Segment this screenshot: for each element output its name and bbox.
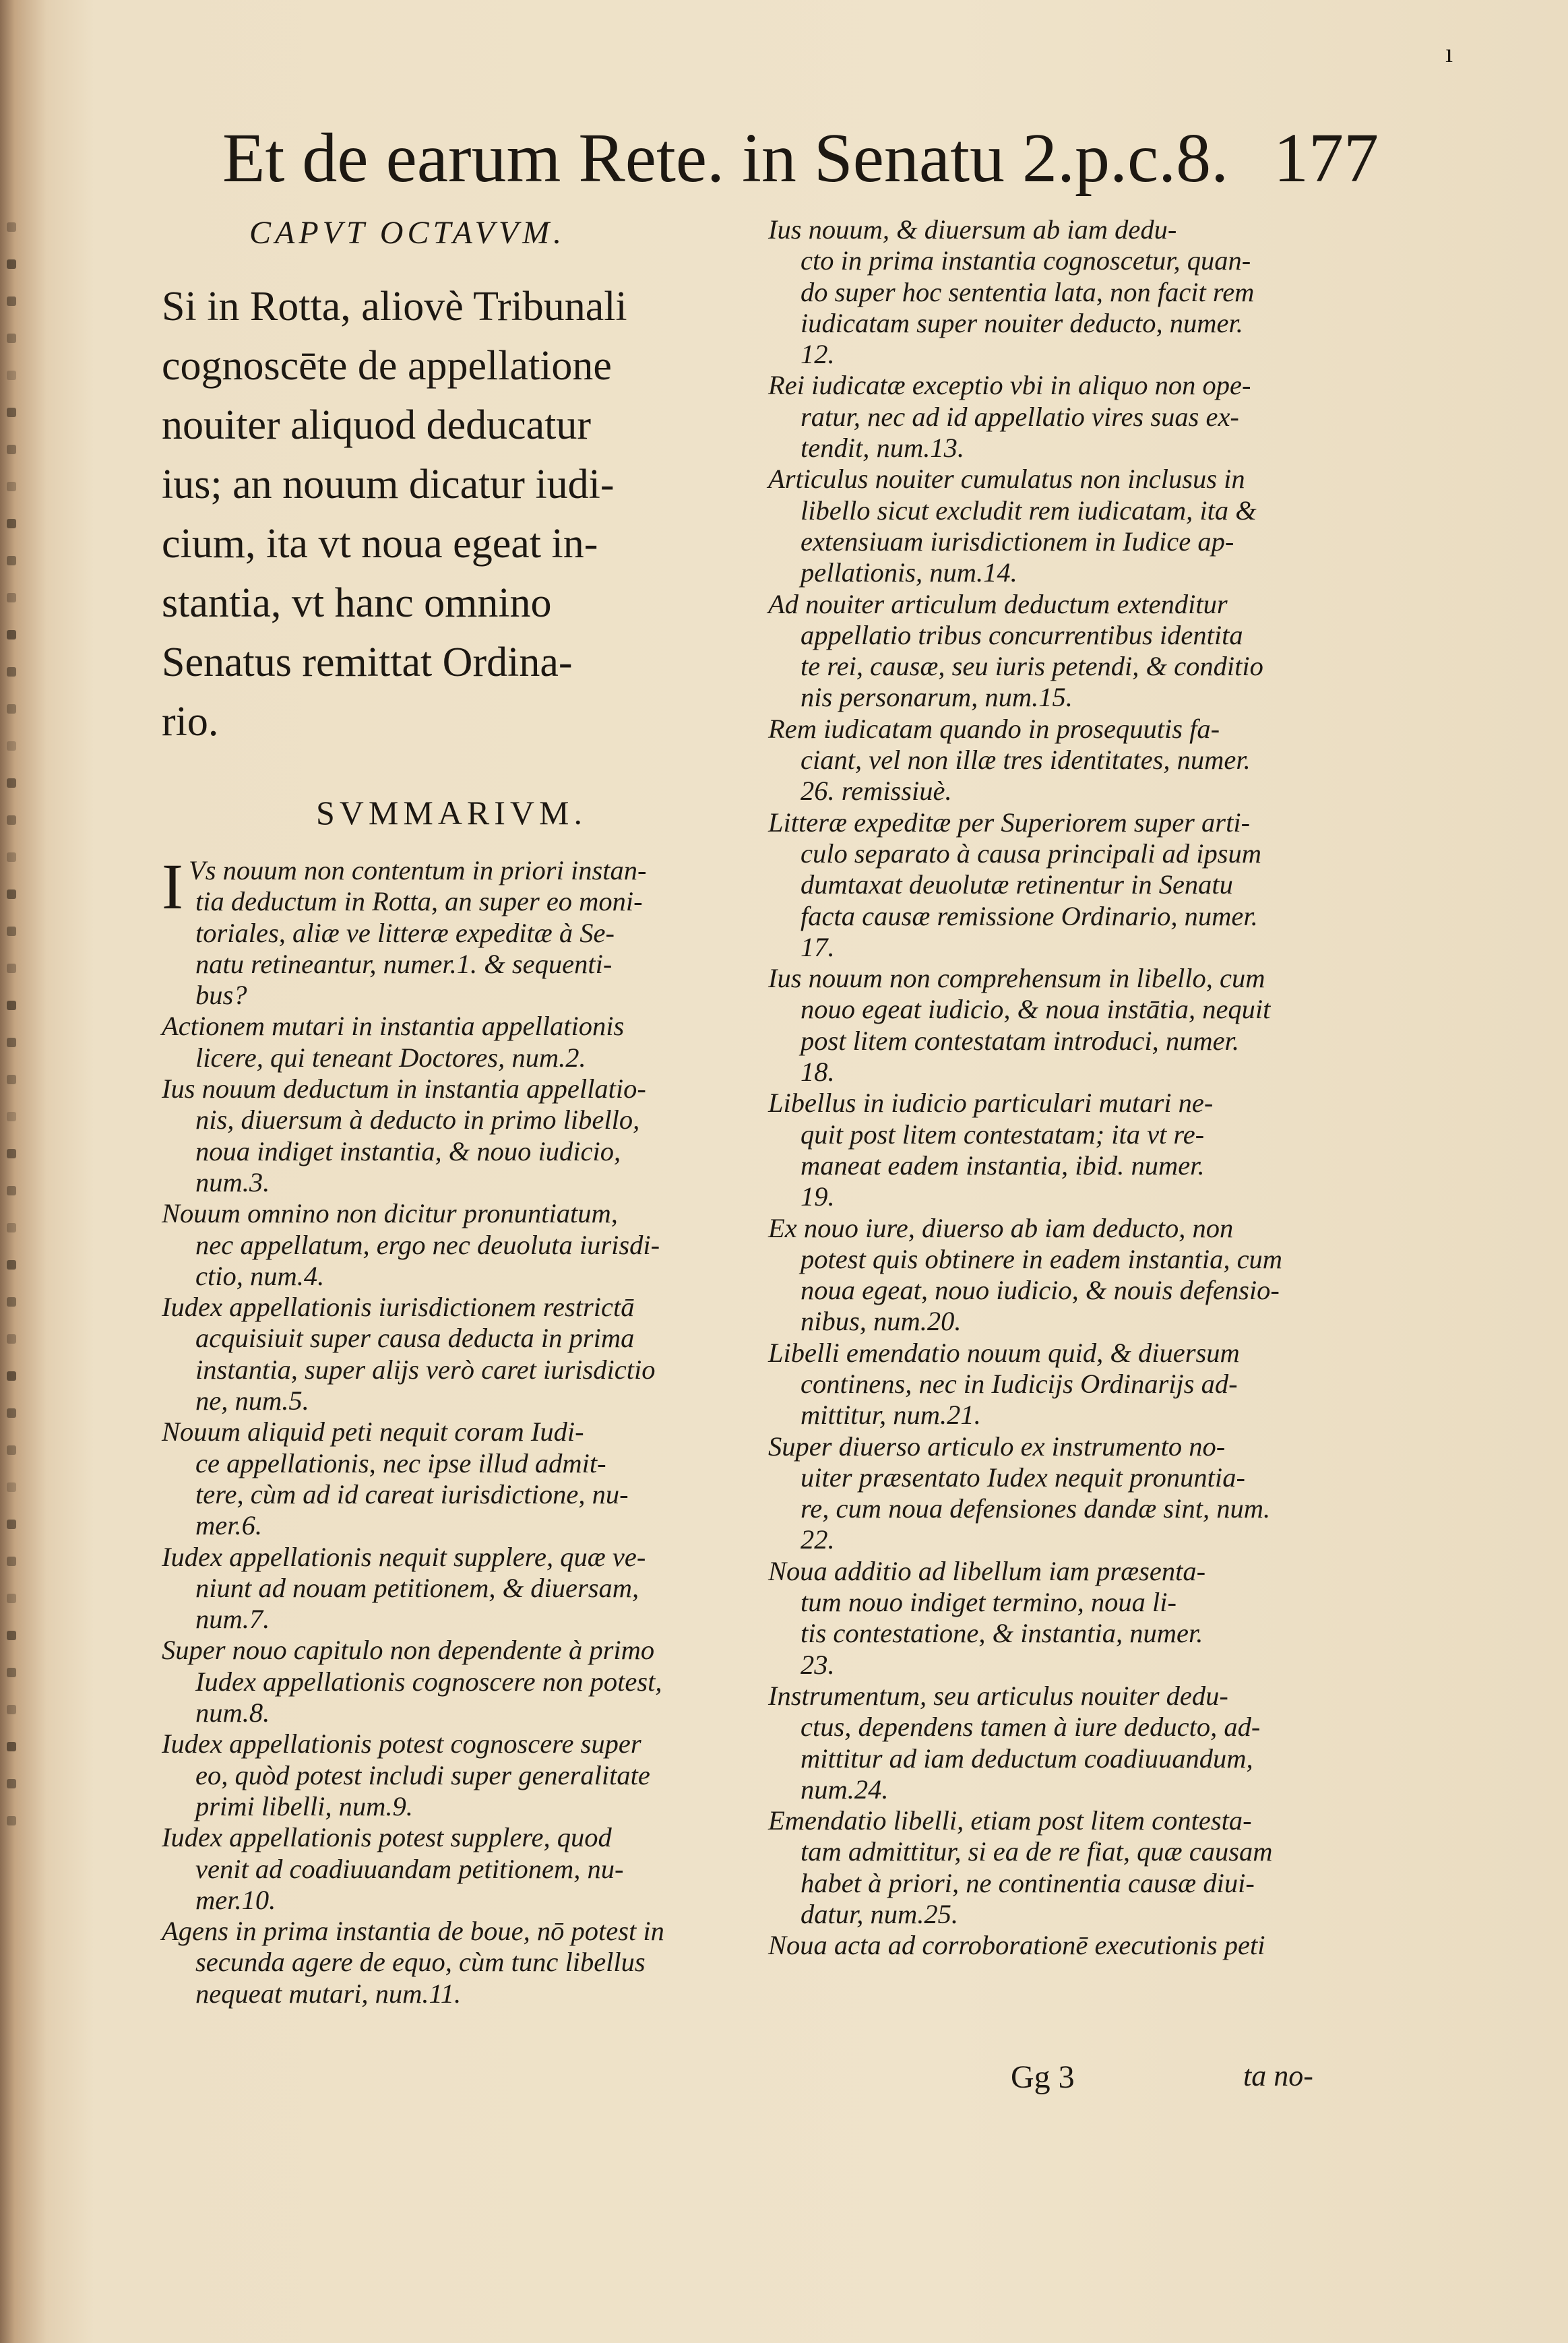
entry-line: nis, diuersum à deducto in primo libello, — [195, 1104, 640, 1135]
chapter-heading: CAPVT OCTAVVM. — [249, 215, 566, 251]
gutter-mark — [7, 889, 16, 899]
entry-line: ctio, num.4. — [195, 1260, 325, 1291]
entry-line: Instrumentum, seu articulus nouiter dedu- — [768, 1680, 1228, 1711]
drop-cap: I — [162, 850, 183, 923]
summary-entry — [768, 963, 1354, 1088]
entry-line: 17. — [801, 931, 835, 962]
entry-line: Rem iudicatam quando in prosequutis fa- — [768, 713, 1220, 744]
entry-line: uiter præsentato Iudex nequit pronuntia- — [801, 1462, 1245, 1493]
gutter-mark — [7, 519, 16, 528]
gutter-mark — [7, 222, 16, 232]
gutter-mark — [7, 556, 16, 565]
entry-line: potest quis obtinere in eadem instantia, cum — [801, 1243, 1283, 1274]
gutter-mark — [7, 1075, 16, 1084]
entry-line: maneat eadem instantia, ibid. numer. — [801, 1150, 1205, 1181]
gutter-mark — [7, 1334, 16, 1344]
gutter-mark — [7, 1705, 16, 1714]
entry-line: nouo egeat iudicio, & noua instātia, nequit — [801, 994, 1271, 1025]
chapter-title-line: Si in Rotta, aliovè Tribunali — [162, 284, 627, 330]
gutter-mark — [7, 408, 16, 417]
entry-line: tam admittitur, si ea de re fiat, quæ causam — [801, 1836, 1273, 1867]
gutter-mark — [7, 1557, 16, 1566]
summary-entry — [768, 214, 1354, 370]
entry-line: noua indiget instantia, & nouo iudicio, — [195, 1135, 621, 1166]
gutter-mark — [7, 964, 16, 973]
entry-line: habet à priori, ne continentia causæ diui- — [801, 1867, 1255, 1898]
page-number: 177 — [1274, 119, 1379, 197]
chapter-title-line: Senatus remittat Ordina- — [162, 639, 573, 685]
entry-line: quit post litem contestatam; ita vt re- — [801, 1119, 1205, 1150]
chapter-title-line: nouiter aliquod deducatur — [162, 402, 592, 448]
chapter-title-line: cognoscēte de appellatione — [162, 343, 612, 389]
entry-line: bus? — [195, 980, 247, 1011]
summary-entry — [768, 1088, 1354, 1212]
entry-line: Super nouo capitulo non dependente à primo — [162, 1635, 655, 1666]
entry-line: pellationis, num.14. — [801, 557, 1017, 588]
summary-entry — [768, 1556, 1354, 1681]
entry-line: Nouum aliquid peti nequit coram Iudi- — [162, 1416, 584, 1447]
gutter-mark — [7, 927, 16, 936]
chapter-title-line: rio. — [162, 699, 219, 745]
gutter-mark — [7, 593, 16, 602]
summary-entry — [768, 1213, 1354, 1338]
gutter-mark — [7, 1112, 16, 1121]
entry-line: ctus, dependens tamen à iure deducto, ad- — [801, 1712, 1261, 1743]
gutter-mark — [7, 852, 16, 862]
entry-line: mer.10. — [195, 1884, 276, 1915]
entry-line: natu retineantur, numer.1. & sequenti- — [195, 948, 613, 979]
left-column — [162, 214, 734, 2009]
entry-line: mittitur ad iam deductum coadiuuandum, — [801, 1743, 1253, 1774]
entry-line: Actionem mutari in instantia appellationis — [162, 1011, 625, 1042]
entry-line: dumtaxat deuolutæ retinentur in Senatu — [801, 869, 1233, 900]
entry-line: tere, cùm ad id careat iurisdictione, nu- — [195, 1478, 629, 1509]
chapter-title-line: ius; an nouum dicatur iudi- — [162, 462, 615, 507]
entry-line: Super diuerso articulo ex instrumento no- — [768, 1431, 1226, 1462]
entry-line: niunt ad nouam petitionem, & diuersam, — [195, 1572, 639, 1603]
entry-line: extensiuam iurisdictionem in Iudice ap- — [801, 526, 1234, 557]
entry-line: do super hoc sententia lata, non facit rem — [801, 276, 1255, 307]
edge-mark: ı — [1445, 38, 1453, 68]
entry-line: Iudex appellationis cognoscere non potest, — [195, 1666, 662, 1697]
gutter-mark — [7, 667, 16, 677]
gutter-mark — [7, 815, 16, 825]
chapter-title-line: cium, ita vt noua egeat in- — [162, 521, 598, 567]
summary-entry — [768, 1431, 1354, 1556]
summary-entry — [768, 1930, 1354, 1961]
gutter-mark — [7, 334, 16, 343]
entry-line: ne, num.5. — [195, 1385, 309, 1416]
gutter-mark — [7, 482, 16, 491]
gutter-mark — [7, 1520, 16, 1529]
entry-line: Noua additio ad libellum iam præsenta- — [768, 1555, 1206, 1586]
gutter-mark — [7, 1371, 16, 1381]
entry-line: num.24. — [801, 1774, 889, 1805]
summary-entry — [162, 1198, 734, 1292]
gutter-mark — [7, 1408, 16, 1418]
summary-entry — [768, 1805, 1354, 1930]
entry-line: nequeat mutari, num.11. — [195, 1978, 462, 2009]
gutter-mark — [7, 1038, 16, 1047]
entry-line: acquisiuit super causa deducta in prima — [195, 1323, 635, 1354]
entry-line: 18. — [801, 1057, 835, 1088]
entry-line: tum nouo indiget termino, noua li- — [801, 1587, 1177, 1618]
entry-line: nis personarum, num.15. — [801, 682, 1073, 713]
catchword: ta no- — [1243, 2059, 1313, 2092]
summary-entry — [162, 1728, 734, 1822]
entry-line: ce appellationis, nec ipse illud admit- — [195, 1447, 606, 1478]
entry-line: ciant, vel non illæ tres identitates, numer. — [801, 745, 1251, 776]
entry-line: toriales, aliæ ve litteræ expeditæ à Se- — [195, 917, 615, 948]
summary-entry — [162, 1542, 734, 1635]
entry-line: Libellus in iudicio particulari mutari ne- — [768, 1088, 1214, 1119]
entry-line: Ius nouum non comprehensum in libello, cum — [768, 963, 1265, 994]
entry-line: noua egeat, nouo iudicio, & nouis defensio- — [801, 1275, 1280, 1306]
entry-line: Iudex appellationis potest supplere, quod — [162, 1822, 612, 1853]
summary-entry — [162, 1635, 734, 1728]
chapter-title — [162, 277, 734, 751]
gutter-mark — [7, 1482, 16, 1492]
entry-line: instantia, super alijs verò caret iurisdictio — [195, 1354, 656, 1385]
entry-line: appellatio tribus concurrentibus identita — [801, 619, 1243, 650]
entry-line: secunda agere de equo, cùm tunc libellus — [195, 1947, 646, 1978]
running-head: Et de earum Rete. in Senatu 2.p.c.8. — [222, 119, 1229, 197]
summary-entry — [768, 807, 1354, 963]
entry-line: eo, quòd potest includi super generalitate — [195, 1759, 650, 1790]
entry-line: cto in prima instantia cognoscetur, quan- — [801, 245, 1251, 276]
signature-mark: Gg 3 — [1011, 2059, 1075, 2095]
entry-line: Nouum omnino non dicitur pronuntiatum, — [162, 1198, 618, 1229]
entry-line: mittitur, num.21. — [801, 1400, 981, 1431]
entry-line: re, cum noua defensiones dandæ sint, num. — [801, 1493, 1271, 1524]
entry-line: continens, nec in Iudicijs Ordinarijs ad- — [801, 1368, 1238, 1399]
page-header — [222, 118, 1379, 212]
entry-line: tia deductum in Rotta, an super eo moni- — [195, 886, 643, 917]
summary-entry — [162, 1916, 734, 2009]
gutter-mark — [7, 1297, 16, 1307]
entry-line: 19. — [801, 1181, 835, 1212]
entry-line: Iudex appellationis nequit supplere, quæ ve- — [162, 1541, 646, 1572]
entry-line: Rei iudicatæ exceptio vbi in aliquo non ope- — [768, 370, 1251, 401]
gutter-mark — [7, 1816, 16, 1825]
entry-line: nec appellatum, ergo nec deuoluta iurisdi- — [195, 1229, 660, 1260]
summary-entry — [768, 1338, 1354, 1431]
entry-line: Agens in prima instantia de boue, nō potest in — [162, 1916, 664, 1947]
entry-line: facta causæ remissione Ordinario, numer. — [801, 900, 1258, 931]
entry-line: Noua acta ad corroborationē executionis peti — [768, 1930, 1265, 1961]
entry-line: Libelli emendatio nouum quid, & diuersum — [768, 1337, 1240, 1368]
summary-entry — [162, 850, 734, 1011]
entry-line: 12. — [801, 339, 835, 370]
entry-line: 26. remissiuè. — [801, 776, 952, 807]
gutter-mark — [7, 1223, 16, 1232]
entry-line: primi libelli, num.9. — [195, 1790, 413, 1821]
entry-line: Ius nouum deductum in instantia appellatio- — [162, 1073, 646, 1104]
entry-line: Ius nouum, & diuersum ab iam dedu- — [768, 214, 1177, 245]
entry-line: Ex nouo iure, diuerso ab iam deducto, non — [768, 1212, 1234, 1243]
entry-line: post litem contestatam introduci, numer. — [801, 1025, 1239, 1056]
entry-line: ratur, nec ad id appellatio vires suas ex- — [801, 401, 1239, 432]
gutter-mark — [7, 259, 16, 269]
entry-line: nibus, num.20. — [801, 1306, 962, 1337]
gutter-mark — [7, 371, 16, 380]
entry-line: datur, num.25. — [801, 1899, 959, 1930]
entry-line: 23. — [801, 1649, 835, 1680]
summary-entry — [768, 714, 1354, 807]
entry-line: mer.6. — [195, 1510, 262, 1541]
entry-line: 22. — [801, 1524, 835, 1555]
summary-entry — [768, 464, 1354, 588]
gutter-mark — [7, 778, 16, 788]
entry-line: Emendatio libelli, etiam post litem contesta- — [768, 1805, 1252, 1836]
gutter-mark — [7, 1445, 16, 1455]
gutter-mark — [7, 741, 16, 751]
summary-entry — [162, 1822, 734, 1916]
entry-line: licere, qui teneant Doctores, num.2. — [195, 1042, 586, 1073]
entry-line: Litteræ expeditæ per Superiorem super arti- — [768, 807, 1251, 838]
gutter-mark — [7, 704, 16, 714]
summary-entries-right — [768, 214, 1354, 1962]
entry-line: Ad nouiter articulum deductum extenditur — [768, 588, 1228, 619]
gutter-mark — [7, 1186, 16, 1195]
gutter-mark — [7, 445, 16, 454]
summary-entry — [162, 1073, 734, 1198]
entry-line: num.7. — [195, 1604, 270, 1635]
entry-line: num.3. — [195, 1166, 270, 1197]
summary-entry — [162, 1416, 734, 1541]
entry-line: num.8. — [195, 1697, 270, 1728]
entry-line: culo separato à causa principali ad ipsum — [801, 838, 1261, 869]
entry-line: Iudex appellationis iurisdictionem restrictā — [162, 1292, 635, 1323]
summary-entries-left — [162, 850, 734, 2009]
summary-entry — [162, 1011, 734, 1073]
entry-line: libello sicut excludit rem iudicatam, ita & — [801, 495, 1257, 526]
gutter-mark — [7, 630, 16, 639]
right-column — [768, 214, 1354, 1962]
entry-line: iudicatam super nouiter deducto, numer. — [801, 307, 1243, 338]
gutter-mark — [7, 1668, 16, 1677]
page-gutter — [0, 0, 27, 2343]
entry-line: venit ad coadiuuandam petitionem, nu- — [195, 1853, 624, 1884]
summary-entry — [162, 1292, 734, 1416]
chapter-title-line: stantia, vt hanc omnino — [162, 580, 552, 626]
summary-heading: SVMMARIVM. — [315, 794, 587, 832]
gutter-mark — [7, 1742, 16, 1751]
gutter-mark — [7, 296, 16, 306]
entry-line: Iudex appellationis potest cognoscere super — [162, 1728, 641, 1759]
gutter-mark — [7, 1149, 16, 1158]
gutter-mark — [7, 1594, 16, 1603]
gutter-mark — [7, 1779, 16, 1788]
entry-line: te rei, causæ, seu iuris petendi, & conditio — [801, 651, 1263, 682]
entry-line: tendit, num.13. — [801, 433, 964, 464]
entry-line: Articulus nouiter cumulatus non inclusus in — [768, 464, 1245, 495]
entry-line: Vs nouum non contentum in priori instan- — [188, 855, 647, 885]
gutter-mark — [7, 1631, 16, 1640]
entry-line: tis contestatione, & instantia, numer. — [801, 1618, 1203, 1649]
summary-entry — [768, 370, 1354, 464]
summary-entry — [768, 1681, 1354, 1805]
gutter-mark — [7, 1260, 16, 1270]
gutter-mark — [7, 1001, 16, 1010]
summary-entry — [768, 589, 1354, 714]
